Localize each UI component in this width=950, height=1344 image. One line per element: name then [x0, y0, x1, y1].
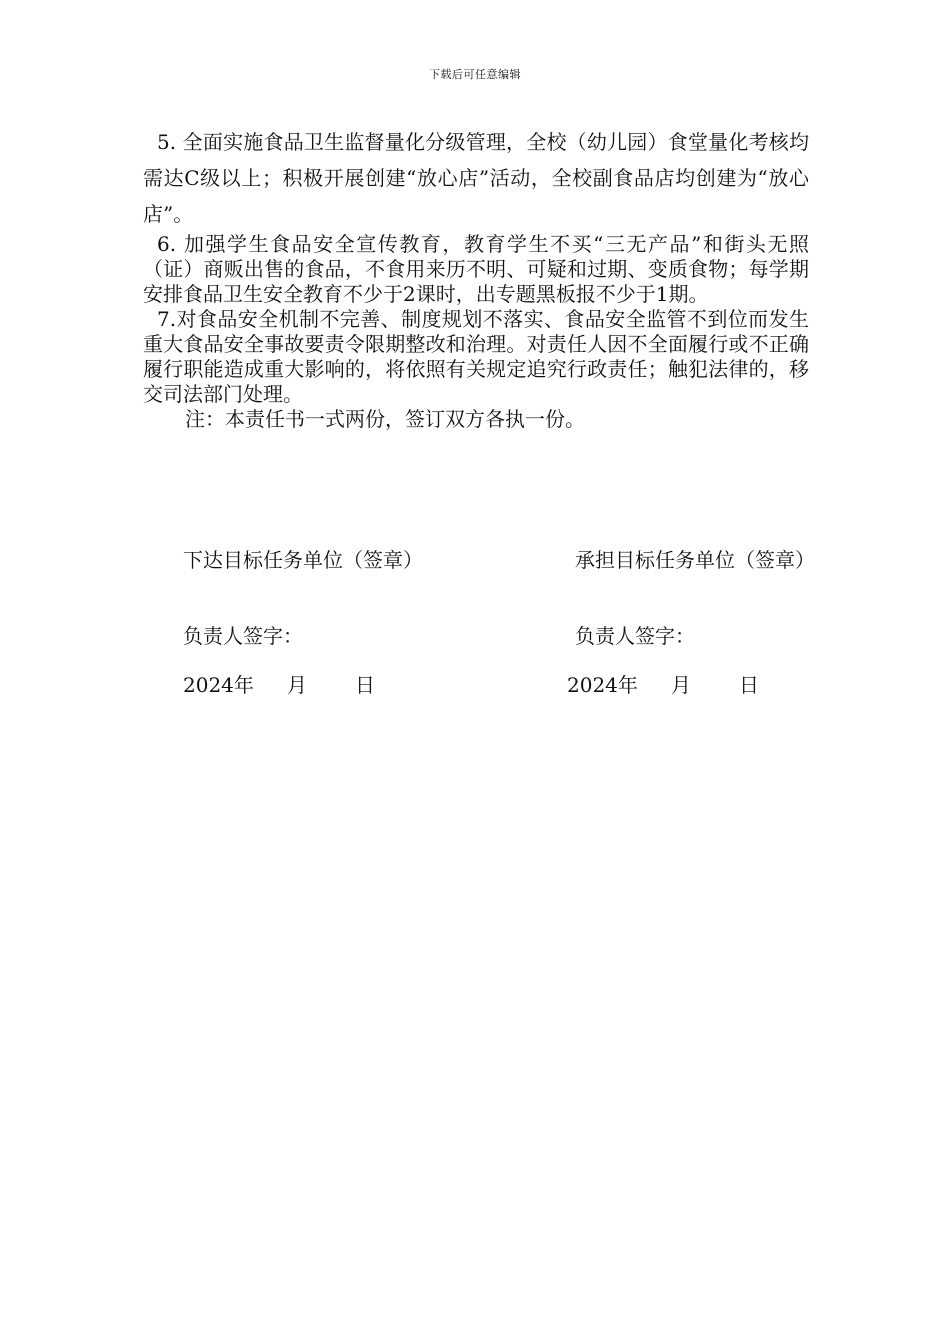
issuing-date-day: 日	[355, 673, 375, 697]
receiving-unit-signature-label: 负责人签字：	[575, 624, 695, 648]
issuing-date-month: 月	[287, 673, 307, 697]
issuing-date-year: 2024年	[183, 673, 254, 697]
receiving-unit-date	[567, 673, 759, 697]
issuing-unit-signature-label: 负责人签字：	[183, 624, 303, 648]
receiving-date-month: 月	[671, 673, 691, 697]
receiving-unit-title: 承担目标任务单位（签章）	[575, 548, 815, 572]
paragraph-7: 7.对食品安全机制不完善、制度规划不落实、食品安全监管不到位而发生重大食品安全事故要责令限期整改和治理。对责任人因不全面履行或不正确履行职能造成重大影响的，将依照有关规定追究行政责任；触犯法律的，移交司法部门处理。	[143, 307, 809, 406]
document-note: 注：本责任书一式两份，签订双方各执一份。	[185, 407, 585, 431]
receiving-date-day: 日	[739, 673, 759, 697]
paragraph-5: 5. 全面实施食品卫生监督量化分级管理，全校（幼儿园）食堂量化考核均需达C级以上；积极开展创建“放心店”活动，全校副食品店均创建为“放心店”。	[143, 130, 809, 226]
document-body	[143, 124, 809, 432]
paragraph-6: 6. 加强学生食品安全宣传教育，教育学生不买“三无产品”和街头无照（证）商贩出售的食品，不食用来历不明、可疑和过期、变质食物；每学期安排食品卫生安全教育不少于2课时，出专题黑板报不少于1期。	[143, 232, 809, 306]
issuing-unit-title: 下达目标任务单位（签章）	[183, 548, 423, 572]
issuing-unit-date	[183, 673, 375, 697]
page-header-note: 下载后可任意编辑	[429, 68, 521, 81]
receiving-date-year: 2024年	[567, 673, 638, 697]
